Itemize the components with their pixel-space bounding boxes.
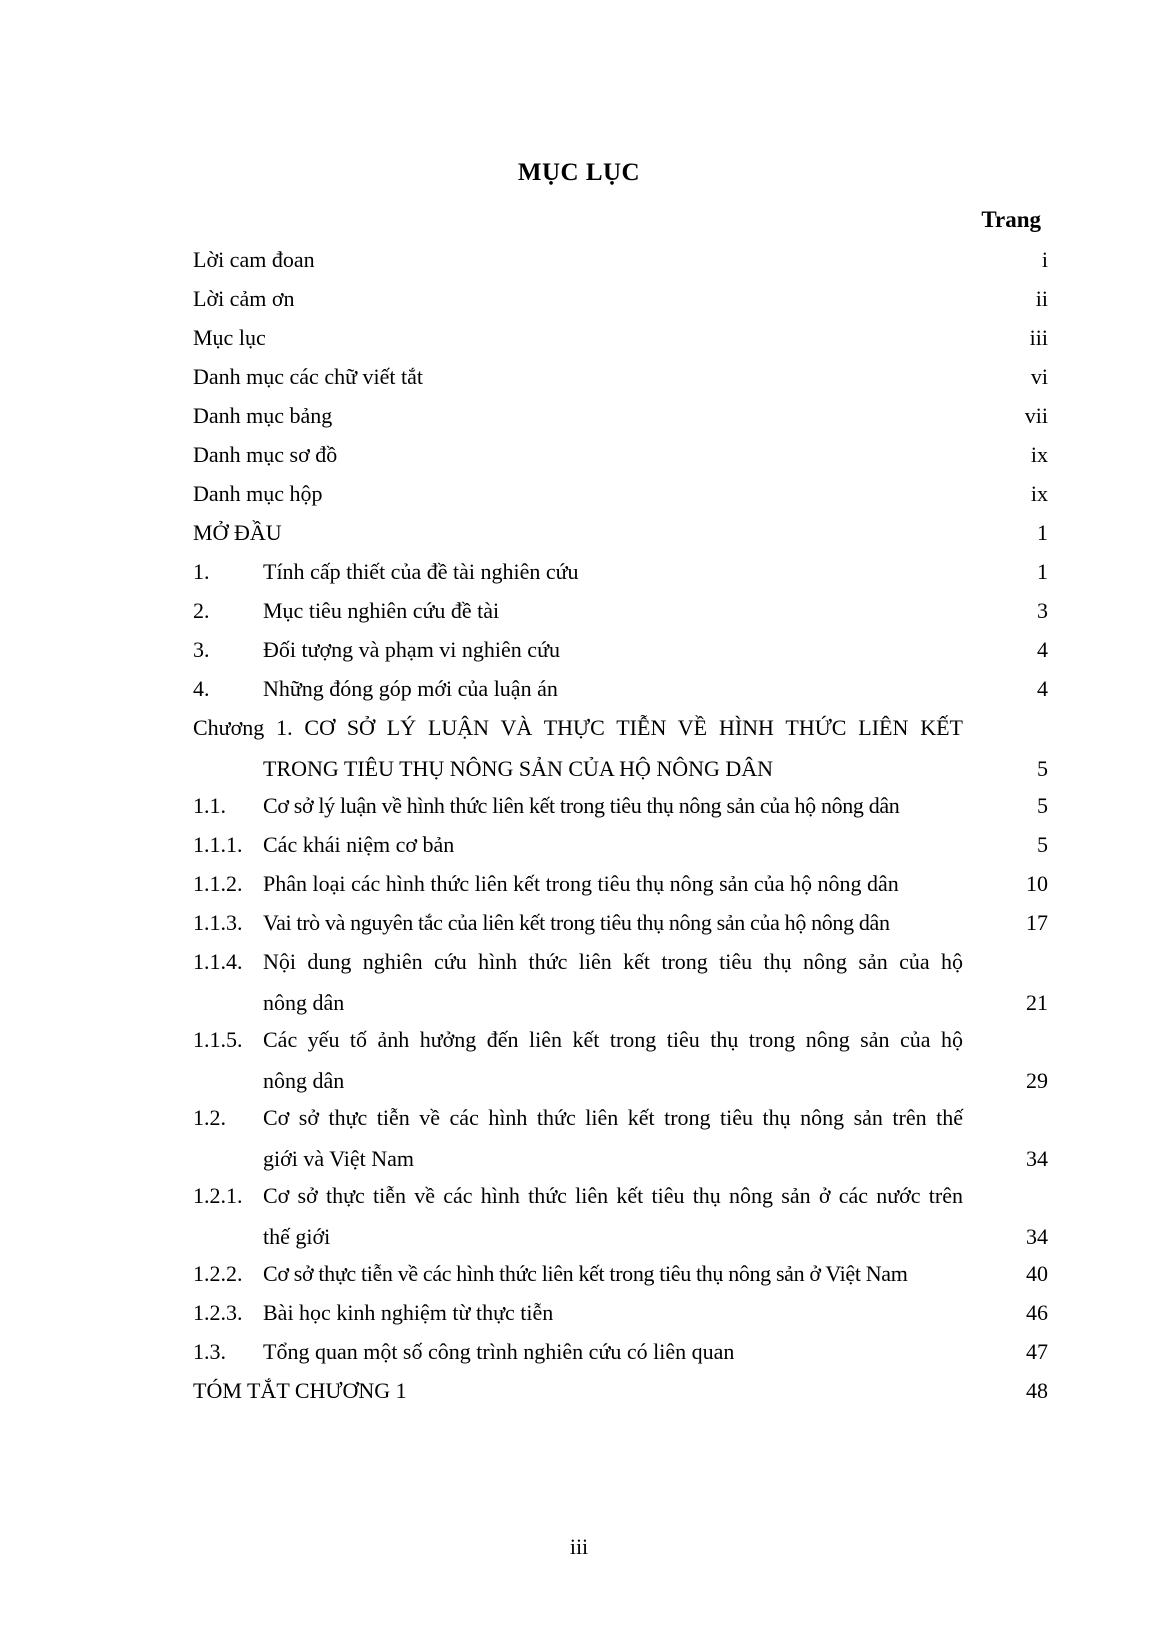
toc-entry-text-continued: giới và Việt Nam [263, 1145, 415, 1171]
toc-entry-page: 5 [1037, 832, 1048, 857]
toc-entry-page: 17 [1026, 910, 1048, 935]
toc-entry-chapter-1-summary[interactable] [193, 1371, 1048, 1412]
toc-entry-text-continued: nông dân [263, 1067, 345, 1093]
toc-entry-text: Lời cam đoan [193, 247, 315, 272]
toc-entry-2[interactable] [193, 591, 1048, 632]
toc-entry-number: 1.2. [193, 1105, 226, 1130]
toc-entry-number: 1.1.5. [193, 1027, 243, 1052]
toc-entry-text: Nội dung nghiên cứu hình thức liên kết trong tiêu thụ nông sản của hộ [263, 949, 963, 974]
toc-entry-1-1-4[interactable] [193, 942, 1048, 1023]
toc-entry-3[interactable] [193, 630, 1048, 671]
toc-entry-text: Những đóng góp mới của luận án [263, 676, 558, 701]
page-column-header: Trang [981, 207, 1041, 232]
toc-entry-number: 1.1.2. [193, 871, 243, 896]
toc-entry-text: Đối tượng và phạm vi nghiên cứu [263, 637, 560, 662]
toc-entry-chapter-1[interactable] [193, 708, 1048, 789]
toc-entry-text: Phân loại các hình thức liên kết trong tiêu thụ nông sản của hộ nông dân [263, 871, 899, 896]
toc-entry-loi-cam-doan[interactable] [193, 240, 1048, 281]
toc-entry-text-continued: nông dân [263, 989, 345, 1015]
toc-entry-text: Danh mục hộp [193, 481, 323, 506]
toc-entry-text: Mục tiêu nghiên cứu đề tài [263, 598, 500, 623]
toc-entry-text: TÓM TẮT CHƯƠNG 1 [193, 1378, 407, 1403]
toc-entry-page: 5 [1037, 755, 1048, 781]
toc-entry-page: 29 [1026, 1067, 1048, 1093]
toc-entry-page: 4 [1037, 637, 1048, 662]
toc-entry-page: iii [1029, 325, 1048, 350]
toc-entry-page: 4 [1037, 676, 1048, 701]
toc-entry-text: Tổng quan một số công trình nghiên cứu có liên quan [263, 1339, 735, 1364]
toc-entry-list-of-boxes[interactable] [193, 474, 1048, 515]
toc-entry-text-continued: thế giới [263, 1223, 331, 1249]
toc-entry-page: 21 [1026, 989, 1048, 1015]
toc-entry-introduction[interactable] [193, 513, 1048, 554]
toc-entry-number: 1.1.1. [193, 832, 243, 857]
toc-entry-text: Danh mục các chữ viết tắt [193, 364, 423, 389]
toc-entry-1-1-1[interactable] [193, 825, 1048, 866]
toc-entry-number: 1.2.1. [193, 1183, 243, 1208]
toc-entry-page: 34 [1026, 1223, 1048, 1249]
toc-entry-text: Cơ sở thực tiễn về các hình thức liên kết trong tiêu thụ nông sản ở Việt Nam [263, 1261, 908, 1286]
toc-entry-page: 5 [1037, 793, 1048, 818]
toc-entry-text: Danh mục bảng [193, 403, 333, 428]
toc-entry-page: ix [1030, 442, 1048, 467]
toc-entry-1-3[interactable] [193, 1332, 1048, 1373]
toc-entry-text: Các yếu tố ảnh hưởng đến liên kết trong tiêu thụ trong nông sản của hộ [263, 1027, 963, 1052]
toc-entry-1-2[interactable] [193, 1098, 1048, 1179]
toc-entry-text: MỞ ĐẦU [193, 520, 282, 545]
toc-entry-text: Tính cấp thiết của đề tài nghiên cứu [263, 559, 579, 584]
toc-entry-page: 47 [1026, 1339, 1048, 1364]
toc-entry-text: Cơ sở thực tiễn về các hình thức liên kết tiêu thụ nông sản ở các nước trên [263, 1183, 963, 1208]
toc-entry-text: Chương 1. CƠ SỞ LÝ LUẬN VÀ THỰC TIỄN VỀ HÌNH THỨC LIÊN KẾT [193, 715, 963, 740]
toc-entry-page: i [1041, 247, 1048, 272]
toc-entry-number: 1.3. [193, 1339, 226, 1364]
toc-entry-number: 1.2.3. [193, 1300, 243, 1325]
toc-entry-number: 3. [193, 637, 210, 662]
toc-entry-page: vi [1030, 364, 1048, 389]
toc-entry-4[interactable] [193, 669, 1048, 710]
toc-entry-number: 1.2.2. [193, 1261, 243, 1286]
toc-entry-page: ii [1035, 286, 1048, 311]
toc-entry-muc-luc[interactable] [193, 318, 1048, 359]
toc-entry-page: 40 [1026, 1261, 1048, 1286]
toc-entry-text-continued: TRONG TIÊU THỤ NÔNG SẢN CỦA HỘ NÔNG DÂN [263, 755, 774, 781]
toc-entry-text: Lời cảm ơn [193, 286, 295, 311]
toc-entry-text: Mục lục [193, 325, 266, 350]
toc-entry-page: vii [1024, 403, 1048, 428]
toc-entry-number: 1.1. [193, 793, 226, 818]
toc-entry-1-2-2[interactable] [193, 1254, 1048, 1295]
toc-entry-list-of-tables[interactable] [193, 396, 1048, 437]
toc-entry-1-1-5[interactable] [193, 1020, 1048, 1101]
toc-entry-text: Vai trò và nguyên tắc của liên kết trong tiêu thụ nông sản của hộ nông dân [263, 910, 890, 935]
toc-entry-text: Danh mục sơ đồ [193, 442, 338, 467]
toc-entry-1-1-3[interactable] [193, 903, 1048, 944]
toc-entry-number: 4. [193, 676, 210, 701]
toc-entry-page: 46 [1026, 1300, 1048, 1325]
toc-entry-page: ix [1030, 481, 1048, 506]
toc-entry-page: 1 [1037, 559, 1048, 584]
toc-entry-text: Bài học kinh nghiệm từ thực tiễn [263, 1300, 554, 1325]
toc-entry-1-1[interactable] [193, 786, 1048, 827]
toc-entry-1[interactable] [193, 552, 1048, 593]
toc-entry-page: 34 [1026, 1145, 1048, 1171]
toc-entry-text: Cơ sở lý luận về hình thức liên kết trong tiêu thụ nông sản của hộ nông dân [263, 793, 900, 818]
toc-entry-1-2-3[interactable] [193, 1293, 1048, 1334]
toc-entry-1-1-2[interactable] [193, 864, 1048, 905]
toc-entry-abbreviations[interactable] [193, 357, 1048, 398]
toc-entry-number: 2. [193, 598, 210, 623]
toc-entry-list-of-diagrams[interactable] [193, 435, 1048, 476]
toc-entry-page: 48 [1026, 1378, 1048, 1403]
toc-entry-number: 1.1.4. [193, 949, 243, 974]
toc-entry-page: 1 [1037, 520, 1048, 545]
toc-entry-text: Cơ sở thực tiễn về các hình thức liên kết trong tiêu thụ nông sản trên thế [263, 1105, 963, 1130]
toc-entry-1-2-1[interactable] [193, 1176, 1048, 1257]
toc-entry-loi-cam-on[interactable] [193, 279, 1048, 320]
toc-entry-page: 3 [1037, 598, 1048, 623]
toc-entry-number: 1. [193, 559, 210, 584]
page-title: MỤC LỤC [517, 159, 641, 186]
toc-entry-page: 10 [1026, 871, 1048, 896]
footer-page-number: iii [569, 1534, 589, 1559]
toc-entry-text: Các khái niệm cơ bản [263, 832, 455, 857]
toc-entry-number: 1.1.3. [193, 910, 243, 935]
